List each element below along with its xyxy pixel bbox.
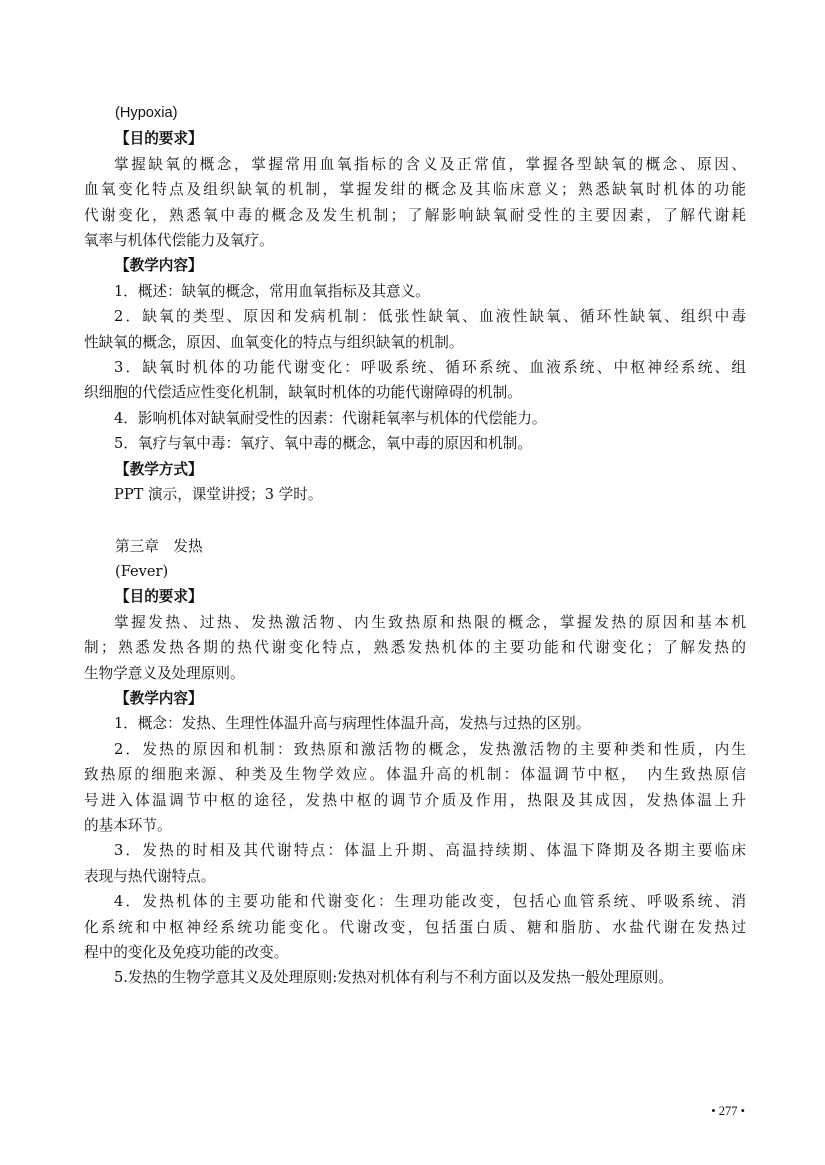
section-title-english: (Hypoxia) — [115, 105, 178, 121]
paragraph-line: 代谢变化，熟悉氧中毒的概念及发生机制；了解影响缺氧耐受性的主要因素，了解代谢耗 — [84, 206, 746, 224]
paragraph-line: 掌握缺氧的概念，掌握常用血氧指标的含义及正常值，掌握各型缺氧的概念、原因、 — [114, 155, 746, 173]
paragraph-line: 氧率与机体代偿能力及氧疗。 — [84, 232, 274, 250]
content-item: 1．概述：缺氧的概念，常用血氧指标及其意义。 — [114, 282, 430, 300]
page-number: • 277 • — [711, 1104, 745, 1118]
content-item-cont: 性缺氧的概念，原因、血氧变化的特点与组织缺氧的机制。 — [84, 333, 464, 351]
paragraph-line: 制；熟悉发热各期的热代谢变化特点，熟悉发热机体的主要功能和代谢变化；了解发热的 — [84, 639, 746, 657]
heading-content: 【教学内容】 — [115, 689, 203, 707]
content-item-cont: 表现与热代谢特点。 — [84, 867, 216, 885]
page-body — [84, 101, 746, 991]
content-item: 5．氧疗与氧中毒：氧疗、氧中毒的概念，氧中毒的原因和机制。 — [114, 435, 532, 453]
paragraph-line: 掌握发热、过热、发热激活物、内生致热原和热限的概念，掌握发热的原因和基本机 — [114, 613, 746, 631]
content-item-cont: 致热原的细胞来源、种类及生物学效应。体温升高的机制：体温调节中枢， 内生致热原信 — [84, 766, 746, 784]
chapter-title: 第三章 发热 — [115, 537, 203, 555]
method-text: PPT 演示，课堂讲授；3 学时。 — [114, 486, 323, 504]
content-item: 3．缺氧时机体的功能代谢变化：呼吸系统、循环系统、血液系统、中枢神经系统、组 — [114, 359, 746, 377]
paragraph-line: 生物学意义及处理原则。 — [84, 664, 245, 682]
section-gap — [84, 508, 746, 534]
content-item-cont: 程中的变化及免疫功能的改变。 — [84, 944, 289, 961]
paragraph-line: 血氧变化特点及组织缺氧的机制，掌握发绀的概念及其临床意义；熟悉缺氧时机体的功能 — [84, 181, 746, 199]
section-title-english: (Fever) — [115, 562, 169, 580]
content-item: 5.发热的生物学意其义及处理原则:发热对机体有利与不利方面以及发热一般处理原则。 — [114, 969, 673, 987]
content-item-cont: 号进入体温调节中枢的途径，发热中枢的调节介质及作用，热限及其成因，发热体温上升 — [84, 791, 746, 809]
content-item: 2．缺氧的类型、原因和发病机制：低张性缺氧、血液性缺氧、循环性缺氧、组织中毒 — [114, 308, 746, 326]
heading-content: 【教学内容】 — [115, 257, 203, 275]
content-item: 3．发热的时相及其代谢特点：体温上升期、高温持续期、体温下降期及各期主要临床 — [114, 842, 746, 860]
content-item-cont: 化系统和中枢神经系统功能变化。代谢改变，包括蛋白质、糖和脂肪、水盐代谢在发热过 — [84, 918, 746, 936]
content-item: 4．发热机体的主要功能和代谢变化：生理功能改变，包括心血管系统、呼吸系统、消 — [114, 893, 746, 911]
heading-aims: 【目的要求】 — [115, 130, 203, 148]
content-item-cont: 的基本环节。 — [84, 816, 172, 834]
heading-aims: 【目的要求】 — [115, 588, 203, 606]
content-item: 4．影响机体对缺氧耐受性的因素：代谢耗氧率与机体的代偿能力。 — [114, 409, 547, 427]
heading-method: 【教学方式】 — [115, 460, 203, 478]
content-item: 2．发热的原因和机制：致热原和激活物的概念，发热激活物的主要种类和性质，内生 — [114, 740, 746, 758]
content-item: 1．概念：发热、生理性体温升高与病理性体温升高，发热与过热的区别。 — [114, 715, 591, 733]
content-item-cont: 织细胞的代偿适应性变化机制，缺氧时机体的功能代谢障碍的机制。 — [84, 384, 522, 402]
